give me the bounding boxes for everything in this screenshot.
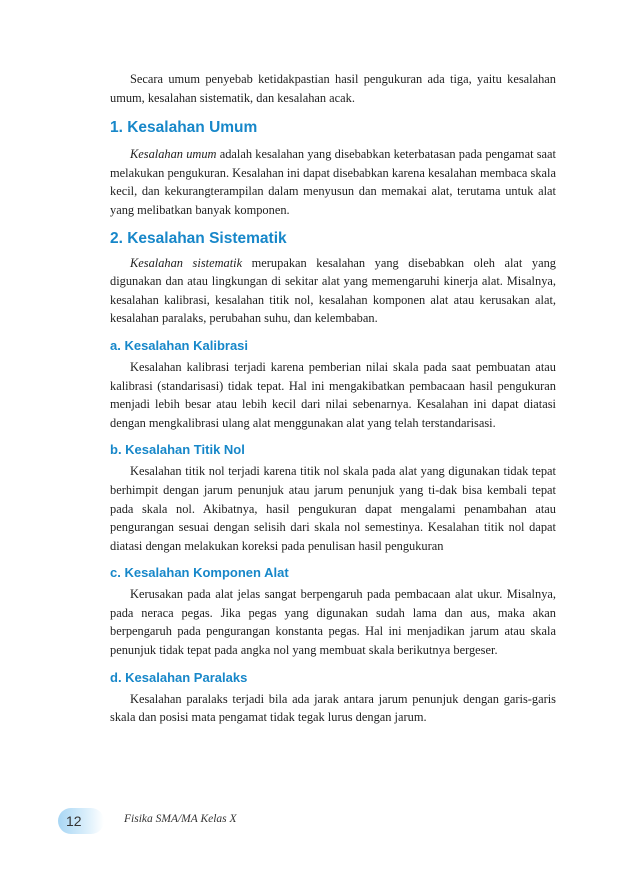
page-content [110, 70, 556, 727]
section-text: adalah kesalahan yang disebabkan keterbatasan pada pengamat saat melakukan pengukuran. Kesalahan ini dapat disebabkan karena kesalahan membaca skala kecil, dan kekurangterampilan dalam menyusun dan memakai alat, terutama untuk alat yang melibatkan banyak komponen. [110, 147, 556, 217]
section-heading-kesalahan-umum: 1. Kesalahan Umum [110, 119, 258, 137]
section-text: merupakan kesalahan yang disebabkan oleh alat yang digunakan dan atau lingkungan di sekitar alat yang memengaruhi kinerja alat. Misalnya, kesalahan kalibrasi, kesalahan titik nol, kesalahan komponen alat atau kerusakan alat, kesalahan paralaks, perubahan suhu, dan kelembaban. [110, 255, 556, 326]
subheading-paralaks: d. Kesalahan Paralaks [110, 669, 248, 685]
book-title: Fisika SMA/MA Kelas X [124, 813, 237, 825]
section-paragraph-kesalahan-umum [110, 145, 556, 219]
subheading-titik-nol: b. Kesalahan Titik Nol [110, 442, 245, 458]
subheading-kalibrasi: a. Kesalahan Kalibrasi [110, 337, 249, 353]
paragraph-paralaks: Kesalahan paralaks terjadi bila ada jarak antara jarum penunjuk dengan garis-garis skala dan posisi mata pengamat tidak tegak lurus dengan jarum. [110, 691, 556, 725]
intro-paragraph: Secara umum penyebab ketidakpastian hasil pengukuran ada tiga, yaitu kesalahan umum, kesalahan sistematik, dan kesalahan acak. [110, 72, 556, 105]
section-paragraph-kesalahan-sistematik [110, 254, 556, 328]
term-kesalahan-umum: Kesalahan umum [130, 147, 217, 162]
paragraph-titik-nol: Kesalahan titik nol terjadi karena titik nol skala pada alat yang digunakan tidak tepat berhimpit dengan jarum penunjuk atau jarum penunjuk yang ti-dak bisa kembali tepat pada skala nol. Akibatnya, hasil pengukuran dapat mengalami penambahan atau pengurangan sesuai dengan selisih dari skala nol semestinya. Kesalahan titik nol dapat diatasi dengan melakukan koreksi pada penulisan hasil pengukuran [110, 464, 556, 553]
section-heading-kesalahan-sistematik: 2. Kesalahan Sistematik [110, 229, 287, 247]
term-kesalahan-sistematik: Kesalahan sistematik [130, 255, 243, 270]
paragraph-kalibrasi: Kesalahan kalibrasi terjadi karena pemberian nilai skala pada saat pembuatan atau kalibrasi (standarisasi) tidak tepat. Hal ini mengakibatkan pembacaan hasil pengukuran menjadi lebih besar atau lebih kecil dari nilai sebenarnya. Kesalahan ini dapat diatasi dengan mengkalibrasi ulang alat menggunakan alat yang telah terstandarisasi. [110, 359, 556, 430]
subheading-komponen-alat: c. Kesalahan Komponen Alat [110, 565, 289, 581]
paragraph-komponen-alat: Kerusakan pada alat jelas sangat berpengaruh pada pembacaan alat ukur. Misalnya, pada neraca pegas. Jika pegas yang digunakan sudah lama dan aus, maka akan berpengaruh pada pengurangan konstanta pegas. Hal ini menjadikan jarum atau skala penunjuk tidak tepat pada angka nol yang membuat skala berikutnya bergeser. [110, 587, 556, 658]
page-number-badge: 12 [58, 808, 104, 834]
